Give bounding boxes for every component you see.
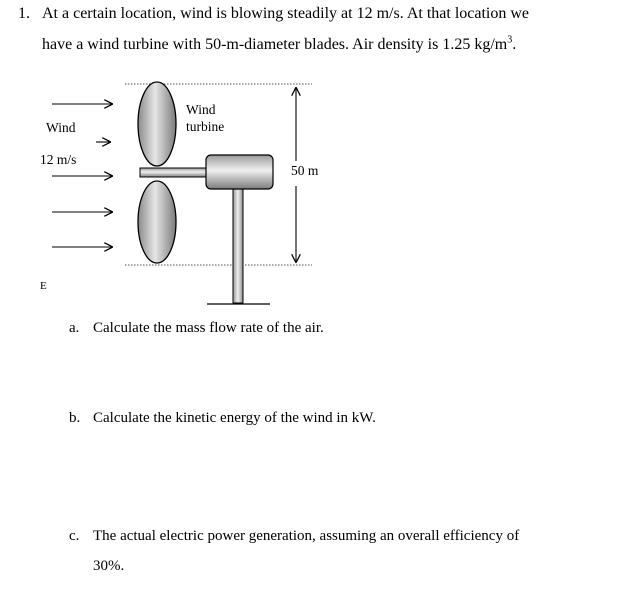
part-b-letter: b. — [69, 410, 81, 426]
problem-line-2-text: have a wind turbine with 50-m-diameter blades. Air density is 1.25 kg/m — [42, 36, 508, 53]
part-a-text: Calculate the mass flow rate of the air. — [93, 320, 324, 336]
diameter-label: 50 m — [291, 163, 319, 178]
part-a-letter: a. — [69, 320, 80, 336]
problem-line-1: At a certain location, wind is blowing steadily at 12 m/s. At that location we — [42, 5, 530, 22]
problem-line-2-period: . — [512, 36, 517, 53]
nacelle — [206, 155, 273, 189]
upper-blade — [138, 82, 176, 166]
lower-blade — [138, 181, 176, 263]
problem-number: 1. — [18, 5, 30, 22]
wind-speed-label: 12 m/s — [40, 152, 77, 167]
part-c-letter: c. — [69, 528, 80, 544]
rotor-shaft — [140, 168, 210, 177]
turbine-tower — [233, 188, 243, 303]
turbine-label-line-2: turbine — [186, 119, 225, 134]
turbine-label-line-1: Wind — [186, 102, 216, 117]
wind-label: Wind — [46, 120, 76, 135]
part-b-text: Calculate the kinetic energy of the wind in kW. — [93, 410, 376, 426]
part-c-text: The actual electric power generation, assuming an overall efficiency of — [93, 528, 520, 544]
stray-mark: Ε — [40, 280, 47, 292]
part-c-text-continued: 30%. — [93, 558, 125, 574]
density-exponent: 3 — [507, 34, 513, 46]
